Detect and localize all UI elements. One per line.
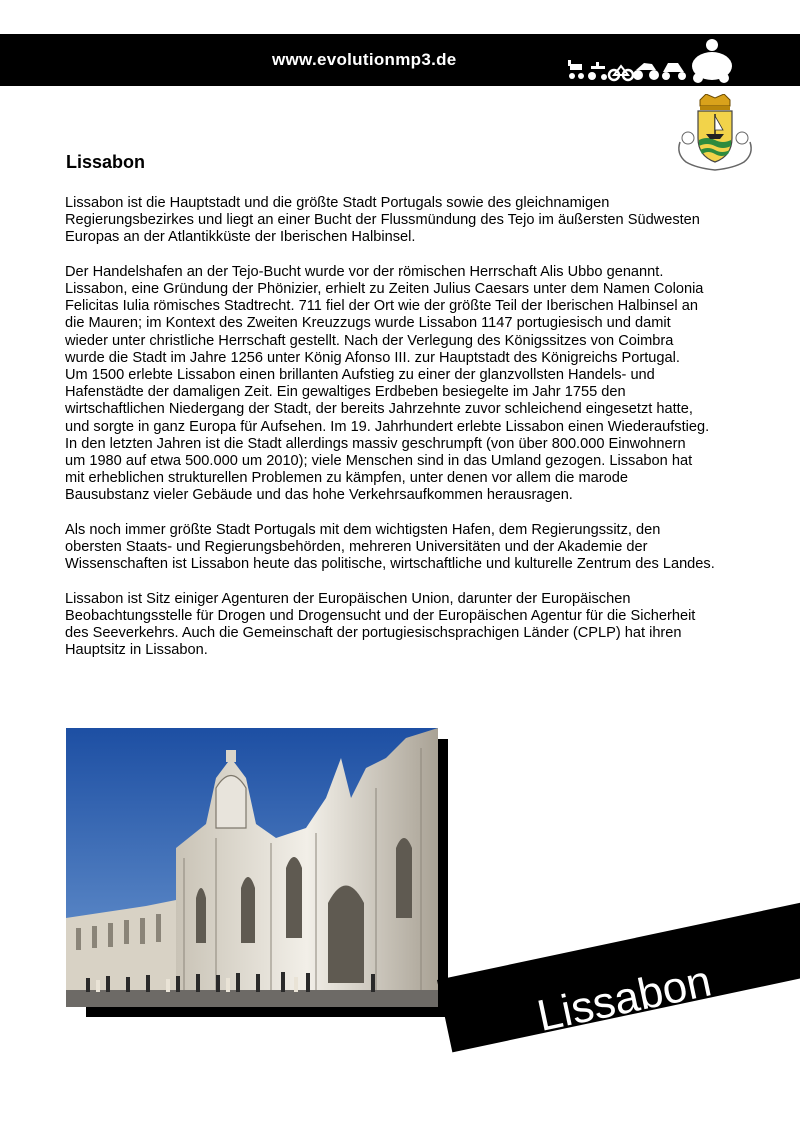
jeronimos-monastery-photo	[66, 728, 438, 1007]
tricycle-icon	[588, 62, 607, 80]
paragraph-history: Der Handelshafen an der Tejo-Bucht wurde vor der römischen Herrschaft Alis Ubbo genannt. Lissabon, eine Gründung der Phönizier, erhielt zu Zeiten Julius Caesars unter dem Namen Colonia Felicitas Iulia römisches Stadtrecht. 711 fiel der Ort wie der größte Teil der Iberischen Halbinsel an die Mauren; im Kontext des Zweiten Kreuzzugs wurde Lissabon 1147 portugiesisch und damit wieder unter christliche Herrschaft gestellt. Nach der Verlegung des Königssitzes von Coimbra wurde die Stadt im Jahre 1256 unter König Afonso III. zur Hauptstadt des Königreichs Portugal. Um 1500 erlebte Lissabon einen brillanten Aufstieg zu einer der glanzvollsten Handels- und Hafenstädte der damaligen Zeit. Ein gewaltiges Erdbeben besiegelte im Jahr 1755 den wirtschaftlichen Niedergang der Stadt, der bereits Jahrzehnte zuvor schleichend eingesetzt hatte, und sorgte in ganz Europa für Aufsehen. Im 19. Jahrhundert erlebte Lissabon einen Wiederaufstieg. In den letzten Jahren ist die Stadt allerdings massiv geschrumpft (von über 800.000 Einwohnern um 1980 auf etwa 500.000 um 2010); viele Menschen sind in das Umland gezogen. Lissabon hat mit erheblichen strukturellen Problemen zu kämpfen, unter denen vor allem die marode Bausubstanz vieler Gebäude und das hohe Verkehrsaufkommen herausragen.	[65, 263, 710, 504]
motorcycle-icon	[633, 63, 659, 80]
bicycle-icon	[609, 66, 633, 80]
paragraph-intro: Lissabon ist die Hauptstadt und die größte Stadt Portugals sowie des gleichnamigen Regierungsbezirkes und liegt an einer Bucht der Flussmündung des Tejo im äußersten Südwesten Europas an der Atlantikküste der Iberischen Halbinsel.	[65, 195, 700, 246]
banner-label: Lissabon	[533, 956, 716, 1041]
article-body	[65, 195, 785, 677]
stroller-icon	[568, 60, 584, 79]
lisbon-coat-of-arms-icon	[672, 94, 758, 176]
site-url[interactable]: www.evolutionmp3.de	[272, 50, 457, 69]
vehicle-silhouettes	[566, 36, 734, 84]
big-scooter-icon	[692, 39, 732, 83]
page-title: Lissabon	[66, 152, 146, 172]
paragraph-eu: Lissabon ist Sitz einiger Agenturen der Europäischen Union, darunter der Europäischen Beobachtungsstelle für Drogen und Drogensucht und der Europäischen Agentur für die Sicherheit des Seeverkehrs. Auch die Gemeinschaft der portugiesischsprachigen Länder (CPLP) hat ihren Hauptsitz in Lissabon.	[65, 590, 696, 659]
title-banner	[437, 893, 800, 1053]
paragraph-today: Als noch immer größte Stadt Portugals mit dem wichtigsten Hafen, dem Regierungssitz, den obersten Staats- und Regierungsbehörden, mehreren Universitäten und der Akademie der Wissenschaften ist Lissabon heute das politische, wirtschaftliche und kulturelle Zentrum des Landes.	[65, 521, 715, 573]
scooter-icon	[662, 63, 686, 80]
